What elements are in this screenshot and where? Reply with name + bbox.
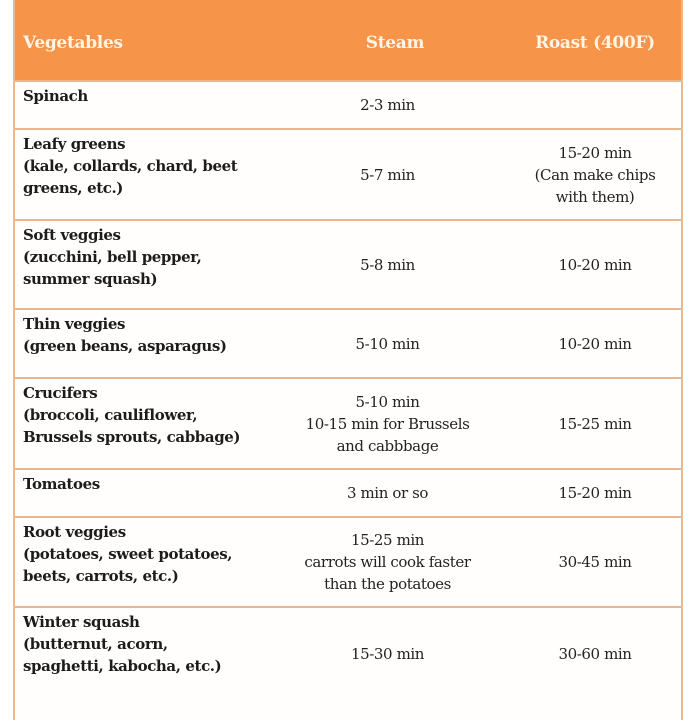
roast-cell [515, 379, 675, 468]
table-row-winter-squash [15, 606, 681, 700]
steam-cell [285, 470, 490, 516]
vegetable-cell [23, 85, 283, 107]
roast-time: 30-45 min [558, 553, 632, 571]
roast-time: 15-25 min [558, 414, 632, 433]
vegetable-name: Root veggies [23, 523, 126, 541]
roast-cell [515, 310, 675, 377]
vegetable-name: Spinach [23, 87, 88, 105]
table-row-crucifers [15, 377, 681, 468]
header-vegetables: Vegetables [23, 33, 123, 53]
vegetable-cell [23, 611, 283, 677]
roast-time: 30-60 min [558, 645, 632, 663]
vegetable-detail: (green beans, asparagus) [23, 337, 227, 355]
steam-time: 3 min or so [346, 484, 429, 502]
steam-time: 5-10 min [355, 392, 420, 411]
roast-note: (Can make chips [534, 165, 656, 184]
steam-note: 10-15 min for Brussels [305, 414, 470, 433]
roast-time: 10-20 min [558, 334, 632, 353]
steam-note: than the potatoes [324, 575, 451, 593]
steam-note: and cabbbage [336, 436, 439, 455]
vegetable-name: Leafy greens [23, 135, 126, 153]
vegetable-name: Thin veggies [23, 315, 126, 333]
vegetable-detail: (kale, collards, chard, beet [23, 157, 238, 175]
roast-time: 10-20 min [558, 255, 632, 274]
steam-time: 15-30 min [350, 645, 425, 663]
vegetable-cell [23, 313, 283, 357]
vegetable-detail: Brussels sprouts, cabbage) [23, 428, 241, 446]
vegetable-cell [23, 133, 283, 199]
vegetable-detail: (broccoli, cauliflower, [23, 406, 198, 424]
table-row-leafy-greens [15, 128, 681, 219]
steam-cell [285, 608, 490, 700]
roast-cell [515, 82, 675, 128]
table-row-soft-veggies [15, 219, 681, 308]
steam-cell [285, 130, 490, 219]
vegetable-detail: spaghetti, kabocha, etc.) [23, 657, 222, 675]
vegetable-name: Soft veggies [23, 226, 121, 244]
header-roast: Roast (400F) [535, 33, 655, 53]
roast-cell [515, 130, 675, 219]
steam-cell [285, 221, 490, 308]
cooking-times-table [13, 0, 683, 720]
roast-time: 15-20 min [558, 143, 632, 162]
vegetable-name: Crucifers [23, 384, 98, 402]
table-row-root-veggies [15, 516, 681, 606]
table-row-thin-veggies [15, 308, 681, 377]
steam-time: 5-7 min [360, 165, 415, 184]
steam-cell [285, 379, 490, 468]
vegetable-detail: beets, carrots, etc.) [23, 567, 179, 585]
vegetable-detail: (potatoes, sweet potatoes, [23, 545, 233, 563]
roast-cell [515, 518, 675, 606]
vegetable-cell [23, 382, 283, 448]
steam-time: 5-8 min [360, 255, 415, 274]
vegetable-detail: summer squash) [23, 270, 158, 288]
table-header [15, 0, 681, 80]
roast-note: with them) [555, 187, 635, 206]
vegetable-detail: (butternut, acorn, [23, 635, 168, 653]
vegetable-detail: greens, etc.) [23, 179, 123, 197]
header-steam: Steam [365, 33, 425, 53]
steam-note: carrots will cook faster [304, 553, 471, 571]
steam-time: 15-25 min [350, 531, 425, 549]
steam-cell [285, 310, 490, 377]
roast-cell [515, 470, 675, 516]
vegetable-name: Winter squash [23, 613, 140, 631]
vegetable-detail: (zucchini, bell pepper, [23, 248, 202, 266]
vegetable-name: Tomatoes [23, 475, 100, 493]
steam-time: 2-3 min [360, 96, 415, 114]
vegetable-cell [23, 224, 283, 290]
roast-cell [515, 221, 675, 308]
steam-cell [285, 82, 490, 128]
steam-time: 5-10 min [355, 334, 420, 353]
vegetable-cell [23, 473, 283, 495]
table-row-tomatoes [15, 468, 681, 516]
roast-time: 15-20 min [558, 484, 632, 502]
table-row-spinach [15, 80, 681, 128]
steam-cell [285, 518, 490, 606]
roast-cell [515, 608, 675, 700]
vegetable-cell [23, 521, 283, 587]
